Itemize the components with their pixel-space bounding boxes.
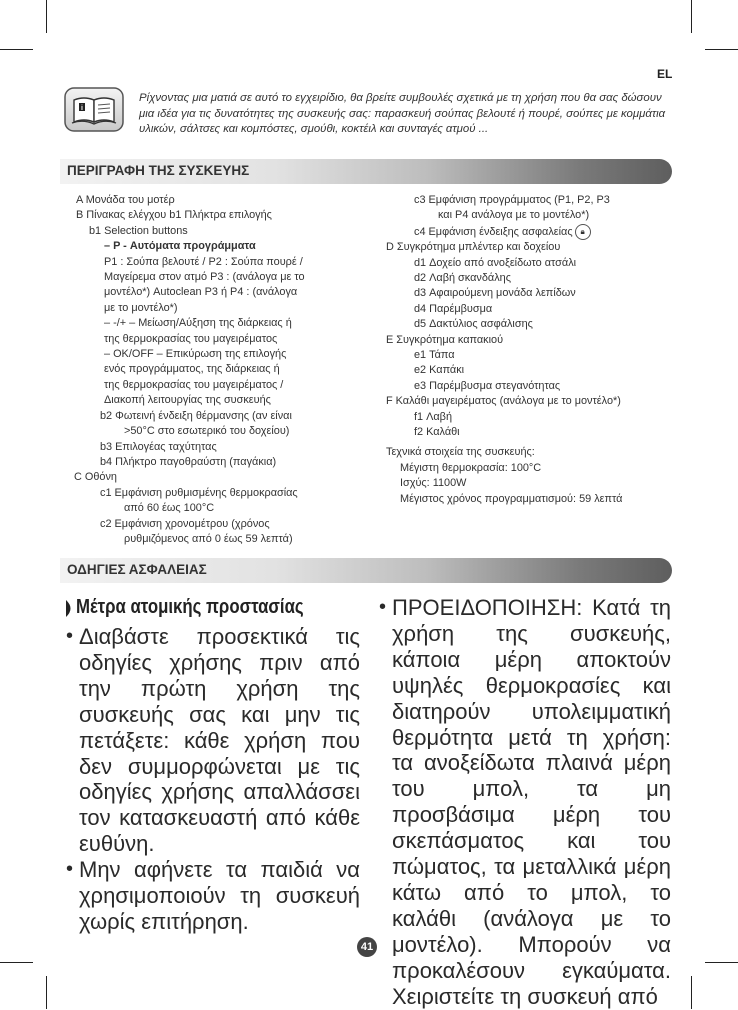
section-header-safety	[60, 558, 672, 583]
safety-subtitle: Μέτρα ατομικής προστασίας	[76, 596, 304, 618]
bullet-item	[66, 857, 360, 935]
desc-line: d1 Δοχείο από ανοξείδωτο ατσάλι	[414, 256, 577, 269]
crop-mark	[0, 49, 33, 50]
desc-line: b3 Επιλογέας ταχύτητας	[100, 440, 217, 453]
crop-mark	[46, 976, 47, 1009]
desc-line: c1 Εμφάνιση ρυθμισμένης θερμοκρασίας	[100, 486, 298, 499]
desc-line: από 60 έως 100°C	[124, 502, 215, 515]
desc-line: b1 Selection buttons	[89, 224, 188, 237]
section-title: ΟΔΗΓΙΕΣ ΑΣΦΑΛΕΙΑΣ	[67, 562, 207, 577]
desc-line: Διακοπή λειτουργίας της συσκευής	[104, 394, 271, 407]
bullet-text: ΠΡΟΕΙΔΟΠΟΙΗΣΗ: Κατά τη χρήση της συσκευής, κάποια μέρη αποκτούν υψηλές θερμοκρασίες και διατηρούν υπολειμματική θερμότητα μετά τη χρήση: τα ανοξείδωτα πλαινά μέρη του μπολ, τα μη προσβάσιμα μέρη του σκεπάσματος και του πώματος, τα μεταλλικά μέρη κάτω από το μπολ, το καλάθι (ανάλογα με το μοντέλο). Μπορούν να προκαλέσουν εγκαύματα. Χειριστείτε τη συσκευή από	[392, 595, 671, 1009]
arrow-marker-icon	[66, 600, 75, 617]
desc-line: d3 Αφαιρούμενη μονάδα λεπίδων	[414, 287, 576, 300]
desc-line: f1 Λαβή	[414, 410, 453, 423]
desc-line: B Πίνακας ελέγχου b1 Πλήκτρα επιλογής	[76, 209, 272, 222]
desc-line: ενός προγράμματος, της διάρκειας ή	[104, 363, 280, 376]
section-header-description	[60, 159, 672, 184]
desc-line: E Συγκρότημα καπακιού	[386, 333, 504, 346]
bullet-dot: •	[66, 625, 74, 647]
specs-title: Τεχνικά στοιχεία της συσκευής:	[386, 446, 535, 459]
bullet-text: Μην αφήνετε τα παιδιά να χρησιμοποιούν τη συσκευή χωρίς επιτήρηση.	[79, 857, 360, 934]
desc-line: της θερμοκρασίας του μαγειρέματος /	[104, 378, 284, 391]
description-right-column	[386, 193, 621, 507]
desc-line: b4 Πλήκτρο παγοθραύστη (παγάκια)	[100, 455, 277, 468]
desc-line: c3 Εμφάνιση προγράμματος (P1, P2, P3	[414, 194, 610, 206]
description-left-column	[64, 193, 305, 547]
desc-line: Μαγείρεμα στον ατμό P3 : (ανάλογα με το	[104, 271, 305, 284]
desc-line: C Οθόνη	[74, 471, 117, 484]
desc-line: d2 Λαβή σκανδάλης	[414, 271, 511, 284]
desc-line: ρυθμιζόμενος από 0 έως 59 λεπτά)	[124, 532, 293, 545]
language-code: EL	[657, 67, 673, 81]
svg-text:i: i	[81, 105, 83, 112]
desc-line: – P - Αυτόματα προγράμματα	[104, 240, 256, 253]
desc-line: – OK/OFF – Επικύρωση της επιλογής	[104, 348, 287, 361]
desc-line: – -/+ – Μείωση/Αύξηση της διάρκειας ή	[104, 317, 292, 330]
safety-right-column	[379, 595, 671, 1010]
desc-line: e1 Τάπα	[414, 348, 455, 361]
book-icon	[64, 87, 124, 132]
intro-text: Ρίχνοντας μια ματιά σε αυτό το εγχειρίδιο, θα βρείτε συμβουλές σχετικά με τη χρήση που θα σας δώσουν μια ιδέα για τις δυνατότητες της συσκευής σας: παρασκευή σούπας βελουτέ ή πουρέ, σούπες με κομμάτια υλικών, σάλτσες και κομπόστες, σμούθι, κοκτέιλ και συνταγές ατμού ...	[139, 92, 666, 135]
safety-subtitle-row	[66, 595, 360, 624]
desc-line: F Καλάθι μαγειρέματος (ανάλογα με το μοντέλο*)	[386, 395, 621, 408]
crop-mark	[691, 976, 692, 1009]
safety-left-column	[66, 595, 360, 935]
desc-line: >50°C στο εσωτερικό του δοχείου)	[124, 425, 290, 438]
spec-line: Ισχύς: 1100W	[400, 477, 467, 490]
crop-mark	[691, 0, 692, 33]
desc-line: d5 Δακτύλιος ασφάλισης	[414, 318, 533, 331]
desc-line: e2 Καπάκι	[414, 364, 465, 377]
section-title: ΠΕΡΙΓΡΑΦΗ ΤΗΣ ΣΥΣΚΕΥΗΣ	[67, 163, 250, 178]
spec-line: Μέγιστη θερμοκρασία: 100°C	[400, 461, 542, 474]
crop-mark	[46, 0, 47, 33]
crop-mark	[705, 962, 738, 963]
crop-mark	[0, 962, 33, 963]
desc-line: e3 Παρέμβυσμα στεγανότητας	[414, 379, 561, 392]
desc-line: μοντέλο*) Autoclean P3 ή P4 : (ανάλογα	[104, 286, 298, 299]
desc-line: της θερμοκρασίας του μαγειρέματος	[104, 332, 278, 345]
desc-line: d4 Παρέμβυσμα	[414, 302, 493, 315]
desc-line: c2 Εμφάνιση χρονομέτρου (χρόνος	[100, 517, 270, 530]
page-number: 41	[357, 937, 377, 957]
desc-line: f2 Καλάθι	[414, 425, 460, 438]
desc-line: A Μονάδα του μοτέρ	[76, 194, 175, 206]
desc-line-with-icon	[414, 224, 649, 240]
safety-lock-icon: 🔒︎	[575, 224, 591, 240]
desc-line-text: c4 Εμφάνιση ένδειξης ασφαλείας	[414, 225, 573, 238]
bullet-item	[379, 595, 671, 1010]
bullet-dot: •	[66, 858, 74, 881]
crop-mark	[705, 49, 738, 50]
desc-line: D Συγκρότημα μπλέντερ και δοχείου	[386, 241, 561, 254]
desc-line: και P4 ανάλογα με το μοντέλο*)	[438, 209, 590, 222]
desc-line: b2 Φωτεινή ένδειξη θέρμανσης (αν είναι	[100, 409, 292, 422]
desc-line: με το μοντέλο*)	[104, 301, 178, 314]
bullet-dot: •	[379, 596, 387, 618]
bullet-text: Διαβάστε προσεκτικά τις οδηγίες χρήσης πριν από την πρώτη χρήση της συσκευής σας και μην τις πετάξετε: κάθε χρήση που δεν συμμορφώνεται με τις οδηγίες χρήσης απαλλάσσει τον κατασκευαστή από κάθε ευθύνη.	[79, 624, 360, 857]
desc-line: P1 : Σούπα βελουτέ / P2 : Σούπα πουρέ /	[104, 255, 303, 268]
bullet-item	[66, 624, 360, 857]
spec-line: Μέγιστος χρόνος προγραμματισμού: 59 λεπτά	[400, 492, 623, 505]
